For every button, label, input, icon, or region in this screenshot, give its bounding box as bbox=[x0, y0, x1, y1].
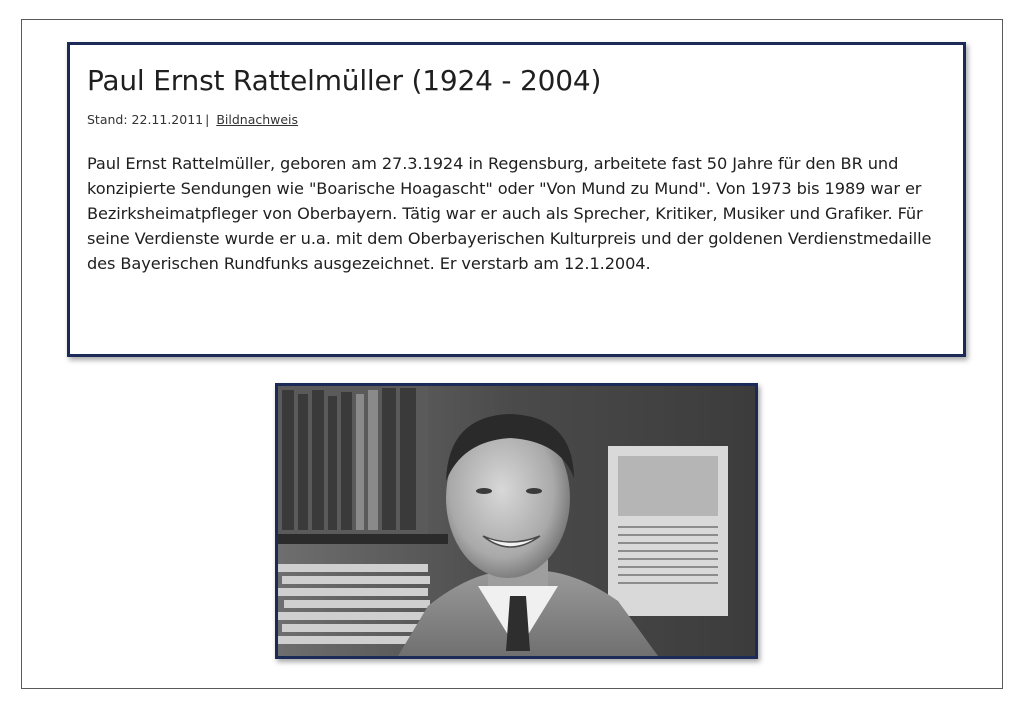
image-credit-link[interactable]: Bildnachweis bbox=[216, 112, 299, 127]
page-title: Paul Ernst Rattelmüller (1924 - 2004) bbox=[87, 64, 602, 97]
meta-separator: | bbox=[205, 112, 210, 127]
article-meta bbox=[87, 112, 947, 128]
date-label: Stand: 22.11.2011 bbox=[87, 112, 204, 127]
article-card bbox=[67, 42, 966, 357]
article-paragraph: Paul Ernst Rattelmüller, geboren am 27.3.1924 in Regensburg, arbeitete fast 50 Jahre für den BR und konzipierte Sendungen wie "Boarische Hoagascht" oder "Von Mund zu Mund". Von 1973 bis 1989 war er Bezirksheimatpfleger von Oberbayern. Tätig war er auch als Sprecher, Kritiker, Musiker und Grafiker. Für seine Verdienste wurde er u.a. mit dem Oberbayerischen Kulturpreis und der goldenen Verdienstmedaille des Bayerischen Rundfunks ausgezeichnet. Er verstarb am 12.1.2004. bbox=[87, 154, 932, 273]
portrait-photo bbox=[275, 383, 758, 659]
